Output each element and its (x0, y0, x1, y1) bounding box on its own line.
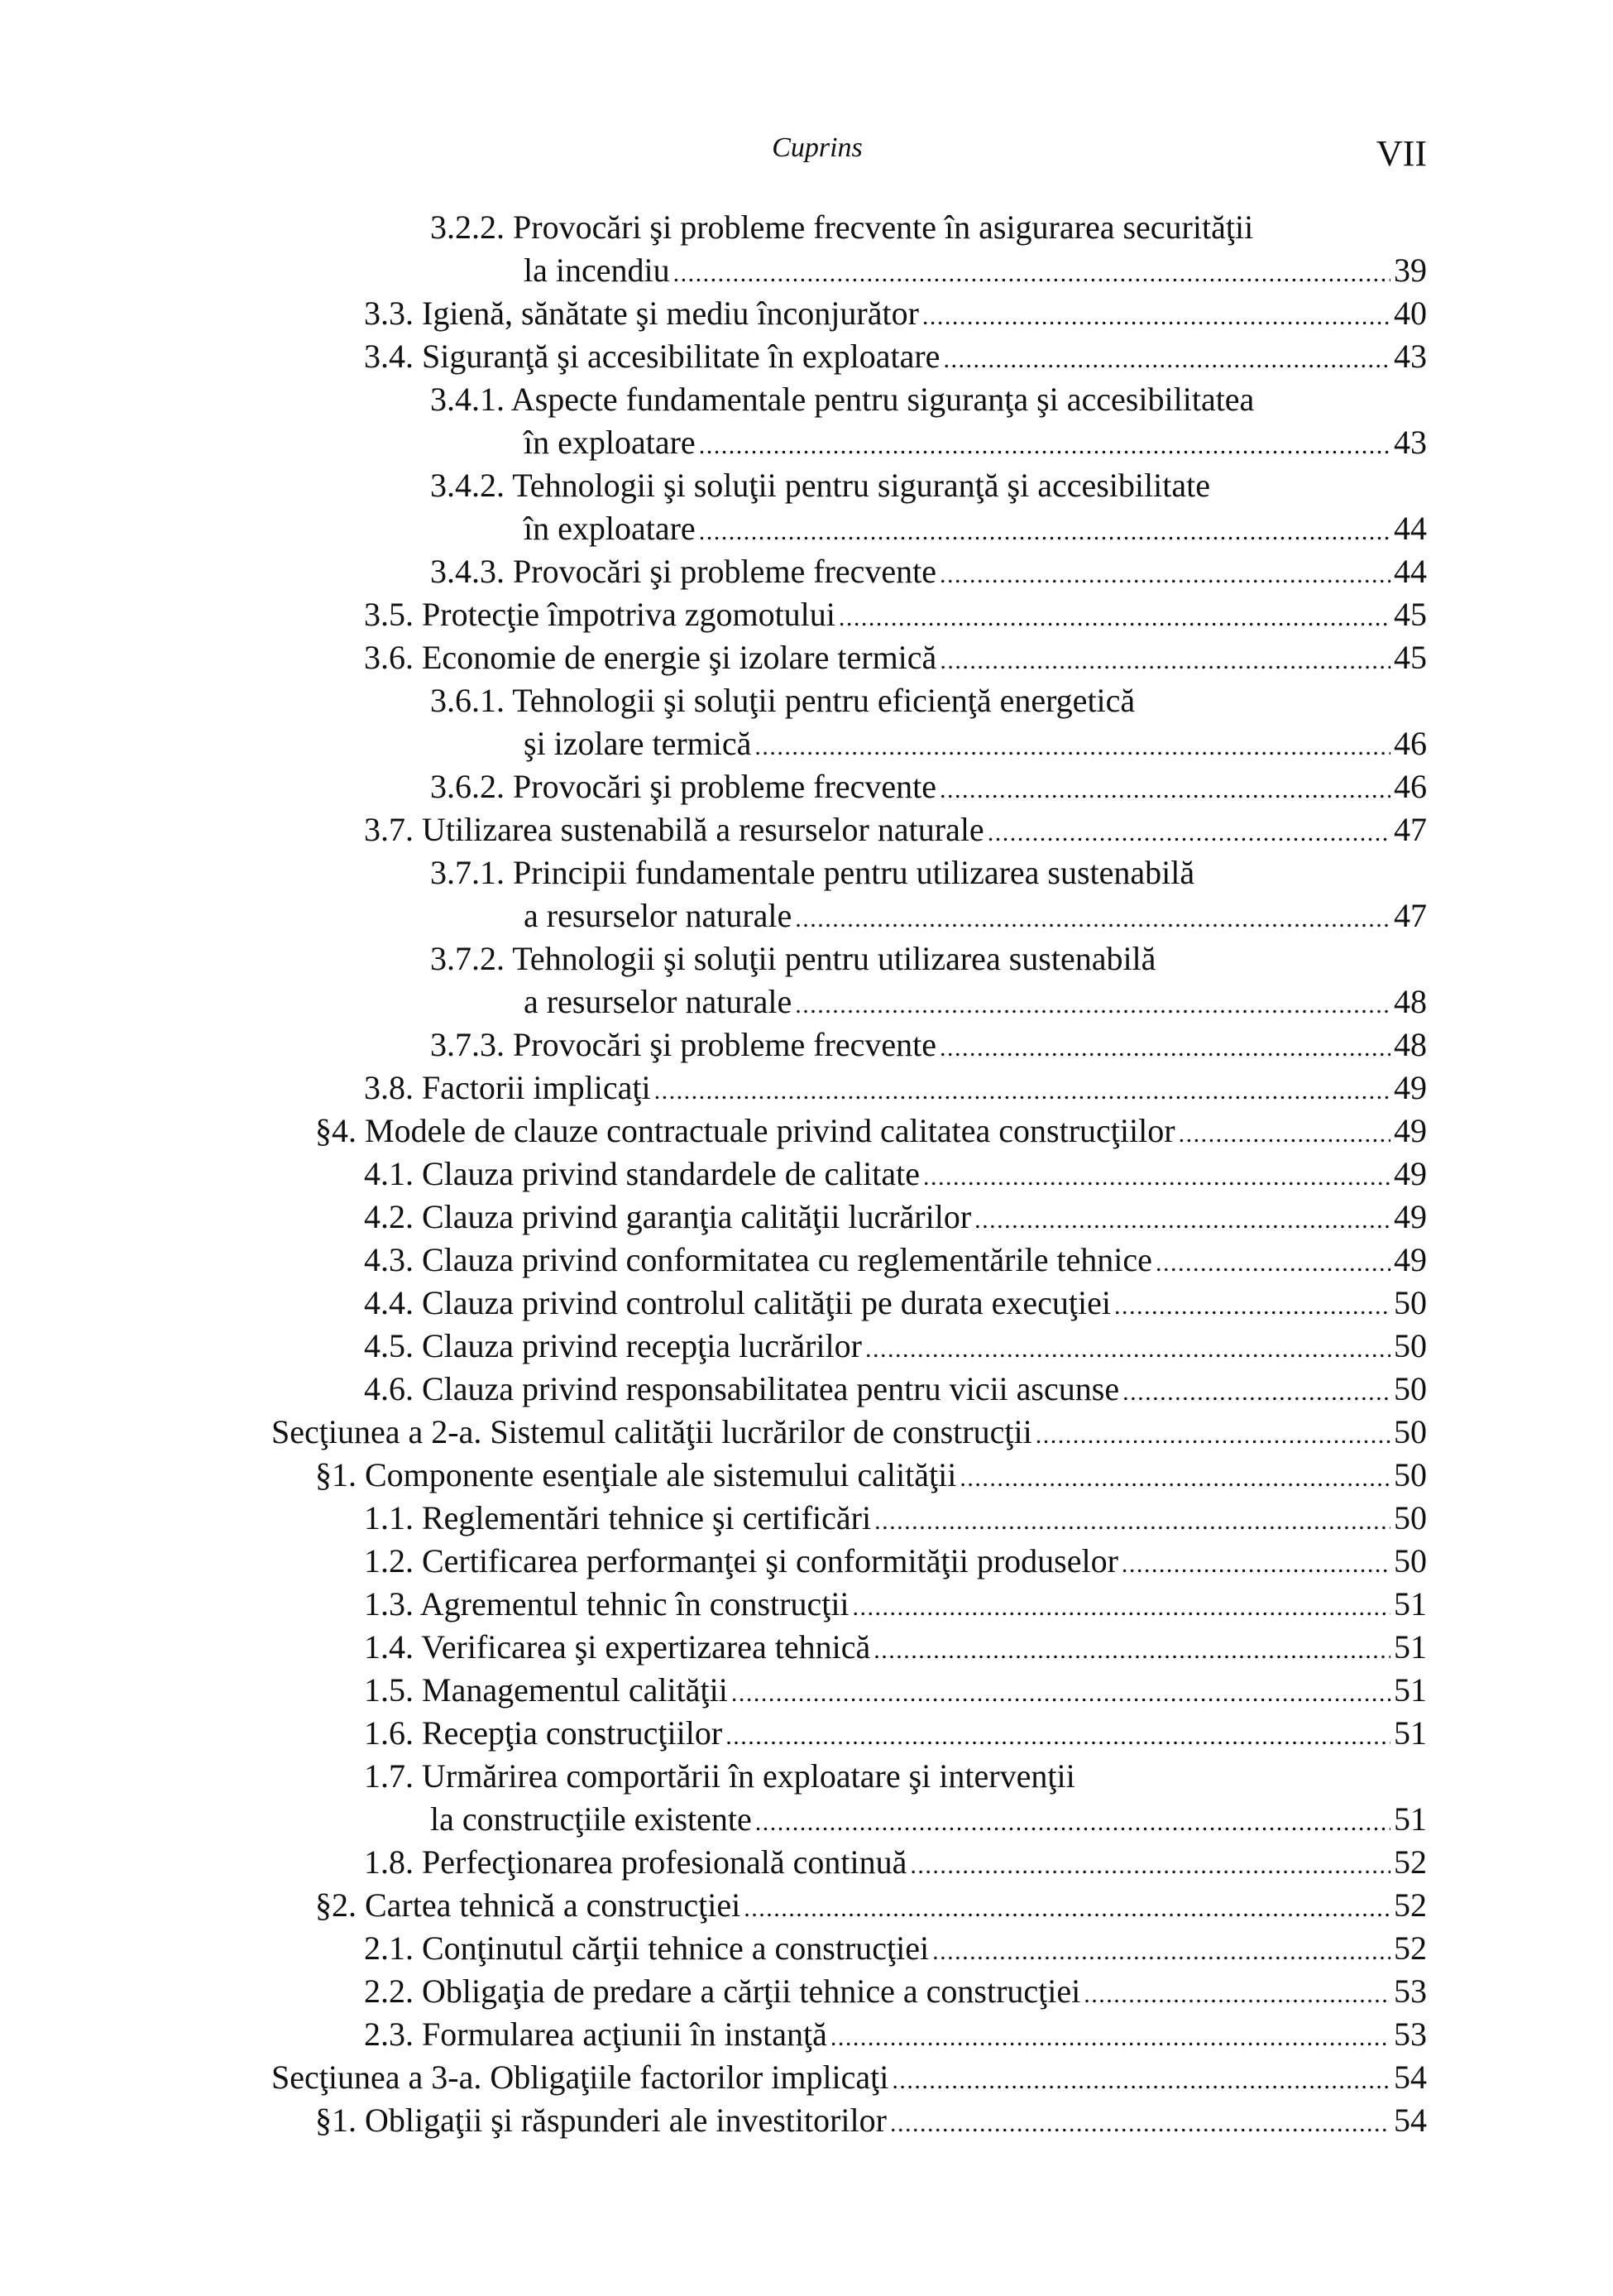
toc-entry[interactable] (0, 1411, 1427, 1454)
toc-entry[interactable] (0, 464, 1427, 507)
toc-entry-title: Clauza privind recepţia lucrărilor (422, 1327, 862, 1364)
toc-entry-title: Tehnologii şi soluţii pentru eficienţă energetică (512, 682, 1136, 719)
toc-entry-number: 3.4.1. (430, 381, 505, 418)
toc-entry[interactable] (0, 1540, 1427, 1583)
toc-entry-title: Managementul calităţii (422, 1671, 728, 1709)
toc-entry-text (364, 1927, 929, 1970)
toc-entry-title: Conţinutul cărţii tehnice a construcţiei (422, 1929, 930, 1967)
toc-entry-text (430, 765, 936, 808)
toc-entry-number: §1. (315, 2102, 357, 2139)
toc-entry[interactable] (0, 335, 1427, 378)
toc-entry[interactable] (0, 1067, 1427, 1110)
toc-entry[interactable] (0, 636, 1427, 679)
page-number: VII (1376, 133, 1427, 174)
toc-entry-text (364, 593, 835, 636)
dot-leader (974, 1196, 1390, 1239)
toc-entry[interactable] (0, 292, 1427, 335)
toc-entry-number: Secţiunea a 3-a. (271, 2059, 482, 2096)
toc-entry-text (364, 1626, 870, 1669)
toc-entry-number: 2.1. (364, 1929, 414, 1967)
toc-page-number: 46 (1394, 725, 1427, 762)
toc-entry-number: 4.3. (364, 1241, 414, 1278)
toc-entry-number: 3.8. (364, 1069, 414, 1106)
toc-entry[interactable] (0, 2056, 1427, 2099)
toc-entry[interactable] (0, 1239, 1427, 1282)
toc-entry-text (364, 1153, 920, 1196)
toc-entry-continuation[interactable] (0, 894, 1427, 937)
dot-leader (795, 894, 1390, 937)
toc-entry-title: Obligaţii şi răspunderi ale investitorilor (365, 2102, 887, 2139)
toc-entry-number: 3.3. (364, 295, 414, 332)
toc-entry-text (364, 1282, 1111, 1325)
toc-entry-title: Clauza privind responsabilitatea pentru vicii ascunse (422, 1370, 1120, 1407)
toc-entry-title: Provocări şi probleme frecvente (513, 768, 937, 805)
toc-entry-text (364, 1497, 871, 1540)
toc-entry[interactable] (0, 1023, 1427, 1067)
toc-page-number: 49 (1394, 1155, 1427, 1192)
toc-entry-text (364, 1841, 907, 1884)
toc-entry-title: Economie de energie şi izolare termică (422, 639, 937, 676)
toc-page-number: 44 (1394, 553, 1427, 590)
toc-entry[interactable] (0, 679, 1427, 722)
dot-leader (754, 722, 1390, 765)
toc-entry-number: 3.4.2. (430, 467, 505, 504)
toc-entry-number: 2.3. (364, 2016, 414, 2053)
toc-entry-text (315, 1110, 1175, 1153)
toc-entry-text (315, 1884, 740, 1927)
toc-entry-title: Obligaţiile factorilor implicaţi (490, 2059, 889, 2096)
toc-entry-number: 3.5. (364, 596, 414, 633)
toc-entry-title: Verificarea şi expertizarea tehnică (421, 1628, 871, 1666)
toc-entry-title: Provocări şi probleme frecvente în asigurarea securităţii (513, 209, 1254, 246)
toc-entry[interactable] (0, 1368, 1427, 1411)
toc-entry[interactable] (0, 1110, 1427, 1153)
toc-entry-title: Clauza privind conformitatea cu reglementările tehnice (422, 1241, 1152, 1278)
toc-entry[interactable] (0, 1841, 1427, 1884)
toc-page-number: 43 (1394, 424, 1427, 461)
toc-entry-text (364, 292, 919, 335)
toc-entry-number: 3.4. (364, 338, 414, 375)
toc-entry-number: 3.7.2. (430, 940, 505, 977)
toc-page-number: 45 (1394, 639, 1427, 676)
toc-entry-title: Componente esenţiale ale sistemului calităţii (365, 1456, 957, 1493)
toc-entry-text (364, 1067, 651, 1110)
toc-entry[interactable] (0, 1196, 1427, 1239)
dot-leader (923, 1153, 1390, 1196)
toc-page-number: 45 (1394, 596, 1427, 633)
toc-entry-number: 3.7.1. (430, 854, 505, 891)
toc-entry-text (271, 1411, 1032, 1454)
toc-page-number: 50 (1394, 1413, 1427, 1450)
toc-entry-continuation[interactable] (0, 249, 1427, 292)
toc-entry-text (364, 1239, 1152, 1282)
dot-leader (853, 1583, 1390, 1626)
toc-entry[interactable] (0, 1927, 1427, 1970)
dot-leader (874, 1626, 1390, 1669)
toc-entry-number: 3.6.1. (430, 682, 505, 719)
toc-entry-number: 4.1. (364, 1155, 414, 1192)
toc-entry-continuation[interactable] (0, 507, 1427, 550)
toc-entry-number: §1. (315, 1456, 357, 1493)
toc-entry-text (364, 636, 936, 679)
dot-leader (1122, 1368, 1390, 1411)
toc-entry-title: Aspecte fundamentale pentru siguranţa şi accesibilitatea (510, 381, 1255, 418)
toc-entry-title: Certificarea performanţei şi conformităţii produselor (422, 1542, 1118, 1579)
toc-entry-text (315, 2099, 887, 2142)
toc-page-number: 40 (1394, 295, 1427, 332)
toc-entry-title: Tehnologii şi soluţii pentru siguranţă şi accesibilitate (512, 467, 1210, 504)
dot-leader (932, 1927, 1390, 1970)
toc-page-number: 49 (1394, 1069, 1427, 1106)
toc-page-number: 51 (1394, 1585, 1427, 1623)
toc-entry[interactable] (0, 1712, 1427, 1755)
dot-leader (940, 550, 1390, 593)
toc-entry-number: 4.2. (364, 1198, 414, 1235)
toc-entry-title: Siguranţă şi accesibilitate în exploatare (422, 338, 941, 375)
toc-entry-number: 1.3. (364, 1585, 414, 1623)
dot-leader (1084, 1970, 1390, 2013)
dot-leader (1114, 1282, 1390, 1325)
toc-entry-title: Formularea acţiunii în instanţă (422, 2016, 827, 2053)
dot-leader (940, 1023, 1390, 1067)
toc-entry-title: Tehnologii şi soluţii pentru utilizarea sustenabilă (512, 940, 1156, 977)
toc-entry-title-continued: în exploatare (524, 424, 696, 461)
dot-leader (988, 808, 1390, 851)
toc-entry-number: 4.5. (364, 1327, 414, 1364)
toc-entry-title: Factorii implicaţi (422, 1069, 651, 1106)
toc-entry[interactable] (0, 1497, 1427, 1540)
toc-entry[interactable] (0, 851, 1427, 894)
toc-entry[interactable] (0, 1454, 1427, 1497)
toc-entry-text (364, 1970, 1080, 2013)
toc-page-number: 46 (1394, 768, 1427, 805)
dot-leader (874, 1497, 1390, 1540)
toc-entry-continuation[interactable] (0, 980, 1427, 1023)
toc-entry[interactable] (0, 1325, 1427, 1368)
toc-entry-number: 1.5. (364, 1671, 414, 1709)
toc-entry-text (430, 1023, 936, 1067)
toc-entry-number: 3.6.2. (430, 768, 505, 805)
toc-page-number: 50 (1394, 1456, 1427, 1493)
toc-entry-title-continued: la incendiu (524, 252, 670, 289)
toc-page-number: 50 (1394, 1284, 1427, 1321)
dot-leader (890, 2099, 1390, 2142)
dot-leader (960, 1454, 1390, 1497)
dot-leader (940, 636, 1390, 679)
toc-page-number: 52 (1394, 1886, 1427, 1924)
toc-entry-title: Clauza privind standardele de calitate (422, 1155, 920, 1192)
dot-leader (731, 1669, 1390, 1712)
toc-entry-text (364, 1669, 728, 1712)
toc-page-number: 49 (1394, 1198, 1427, 1235)
toc-entry[interactable] (0, 550, 1427, 593)
toc-entry-text (430, 378, 1254, 421)
toc-entry-text (430, 679, 1135, 722)
dot-leader (1179, 1110, 1390, 1153)
toc-entry-number: 3.2.2. (430, 209, 505, 246)
toc-entry-title: Principii fundamentale pentru utilizarea sustenabilă (513, 854, 1195, 891)
toc-page-number: 54 (1394, 2102, 1427, 2139)
toc-entry-title: Recepţia construcţiilor (422, 1714, 723, 1752)
dot-leader (910, 1841, 1390, 1884)
toc-entry-number: §2. (315, 1886, 357, 1924)
toc-entry-continuation[interactable] (0, 722, 1427, 765)
toc-entry-text (364, 1325, 862, 1368)
toc-entry-number: 1.7. (364, 1757, 414, 1795)
toc-entry-title: Urmărirea comportării în exploatare şi intervenţii (422, 1757, 1075, 1795)
dot-leader (839, 593, 1390, 636)
toc-page-number: 50 (1394, 1370, 1427, 1407)
dot-leader (943, 335, 1390, 378)
toc-entry-text (364, 1368, 1119, 1411)
toc-entry-title-continued: la construcţiile existente (430, 1800, 752, 1838)
toc-entry-text (315, 1454, 956, 1497)
toc-entry-title: Utilizarea sustenabilă a resurselor naturale (422, 811, 984, 848)
dot-leader (830, 2013, 1390, 2056)
dot-leader (673, 249, 1390, 292)
dot-leader (699, 421, 1390, 464)
toc-page-number: 47 (1394, 811, 1427, 848)
toc-entry-text (364, 335, 940, 378)
toc-entry-number: 1.1. (364, 1499, 414, 1536)
toc-page-number: 50 (1394, 1542, 1427, 1579)
toc-entry-number: Secţiunea a 2-a. (271, 1413, 482, 1450)
toc-entry-title: Clauza privind garanţia calităţii lucrărilor (422, 1198, 972, 1235)
toc-entry-number: 3.7. (364, 811, 414, 848)
toc-page-number: 51 (1394, 1671, 1427, 1709)
toc-entry-text (430, 464, 1210, 507)
toc-page-number: 51 (1394, 1628, 1427, 1666)
toc-entry[interactable] (0, 1583, 1427, 1626)
dot-leader (654, 1067, 1390, 1110)
toc-entry-number: 3.6. (364, 639, 414, 676)
toc-page-number: 51 (1394, 1800, 1427, 1838)
toc-entry-text (364, 808, 984, 851)
toc-entry-number: 2.2. (364, 1972, 414, 2010)
toc-entry-title-continued: a resurselor naturale (524, 983, 792, 1020)
toc-page-number: 48 (1394, 1026, 1427, 1063)
toc-page-number: 52 (1394, 1843, 1427, 1881)
toc-entry-title-continued: şi izolare termică (524, 725, 752, 762)
dot-leader (755, 1798, 1390, 1841)
dot-leader (922, 292, 1390, 335)
toc-entry-title: Provocări şi probleme frecvente (513, 1026, 937, 1063)
dot-leader (865, 1325, 1390, 1368)
toc-entry[interactable] (0, 1153, 1427, 1196)
toc-page-number: 43 (1394, 338, 1427, 375)
dot-leader (940, 765, 1390, 808)
toc-page-number: 53 (1394, 1972, 1427, 2010)
toc-entry-number: 1.6. (364, 1714, 414, 1752)
toc-entry-text (430, 550, 936, 593)
toc-entry-title-continued: în exploatare (524, 510, 696, 547)
toc-entry[interactable] (0, 937, 1427, 980)
toc-page-number: 50 (1394, 1327, 1427, 1364)
toc-entry-title: Perfecţionarea profesională continuă (422, 1843, 907, 1881)
dot-leader (699, 507, 1390, 550)
toc-entry-title: Sistemul calităţii lucrărilor de construcţii (490, 1413, 1032, 1450)
toc-page-number: 54 (1394, 2059, 1427, 2096)
toc-entry-text (430, 851, 1194, 894)
toc-entry-title: Provocări şi probleme frecvente (513, 553, 937, 590)
toc-entry-text (364, 1712, 722, 1755)
toc-entry-number: 4.4. (364, 1284, 414, 1321)
toc-entry-text (430, 206, 1253, 249)
toc-entry-number: 1.2. (364, 1542, 414, 1579)
toc-entry-title: Igienă, sănătate şi mediu înconjurător (422, 295, 919, 332)
toc-entry-title: Protecţie împotriva zgomotului (422, 596, 835, 633)
toc-entry-text (364, 1755, 1075, 1798)
dot-leader (795, 980, 1390, 1023)
toc-entry-continuation[interactable] (0, 421, 1427, 464)
toc-entry-text (271, 2056, 888, 2099)
toc-page-number: 52 (1394, 1929, 1427, 1967)
toc-entry-text (364, 1540, 1118, 1583)
toc-entry[interactable] (0, 378, 1427, 421)
toc-entry[interactable] (0, 1884, 1427, 1927)
toc-page-number: 48 (1394, 983, 1427, 1020)
toc-entry-number: 1.4. (364, 1628, 414, 1666)
toc-entry[interactable] (0, 2013, 1427, 2056)
toc-entry-number: 4.6. (364, 1370, 414, 1407)
toc-entry-title: Clauza privind controlul calităţii pe durata execuţiei (422, 1284, 1112, 1321)
toc-page-number: 49 (1394, 1241, 1427, 1278)
toc-page-number: 53 (1394, 2016, 1427, 2053)
toc-entry[interactable] (0, 1755, 1427, 1798)
toc-page-number: 47 (1394, 897, 1427, 934)
dot-leader (725, 1712, 1390, 1755)
toc-entry-number: 1.8. (364, 1843, 414, 1881)
toc-page-number: 49 (1394, 1112, 1427, 1149)
toc-entry[interactable] (0, 1626, 1427, 1669)
toc-page-number: 51 (1394, 1714, 1427, 1752)
toc-entry[interactable] (0, 1669, 1427, 1712)
table-of-contents (0, 206, 1427, 2142)
toc-page-number: 50 (1394, 1499, 1427, 1536)
toc-entry[interactable] (0, 2099, 1427, 2142)
toc-entry-title: Modele de clauze contractuale privind calitatea construcţiilor (365, 1112, 1175, 1149)
toc-entry-text (364, 2013, 827, 2056)
toc-entry-text (364, 1196, 971, 1239)
toc-page-number: 44 (1394, 510, 1427, 547)
toc-entry-text (364, 1583, 850, 1626)
toc-entry-text (430, 937, 1156, 980)
toc-entry[interactable] (0, 765, 1427, 808)
toc-entry[interactable] (0, 1970, 1427, 2013)
dot-leader (1036, 1411, 1390, 1454)
toc-entry-title: Obligaţia de predare a cărţii tehnice a construcţiei (422, 1972, 1081, 2010)
running-title: Cuprins (772, 132, 863, 163)
toc-entry[interactable] (0, 593, 1427, 636)
toc-entry[interactable] (0, 1282, 1427, 1325)
toc-entry-title: Reglementări tehnice şi certificări (422, 1499, 872, 1536)
toc-entry-title: Agrementul tehnic în construcţii (419, 1585, 850, 1623)
toc-entry-title: Cartea tehnică a construcţiei (365, 1886, 741, 1924)
toc-entry-number: §4. (315, 1112, 357, 1149)
dot-leader (892, 2056, 1390, 2099)
toc-entry-continuation[interactable] (0, 1798, 1427, 1841)
toc-page-number: 39 (1394, 252, 1427, 289)
toc-entry[interactable] (0, 206, 1427, 249)
toc-entry-title-continued: a resurselor naturale (524, 897, 792, 934)
dot-leader (744, 1884, 1390, 1927)
dot-leader (1122, 1540, 1390, 1583)
toc-entry-number: 3.7.3. (430, 1026, 505, 1063)
toc-entry-number: 3.4.3. (430, 553, 505, 590)
dot-leader (1156, 1239, 1390, 1282)
toc-entry[interactable] (0, 808, 1427, 851)
